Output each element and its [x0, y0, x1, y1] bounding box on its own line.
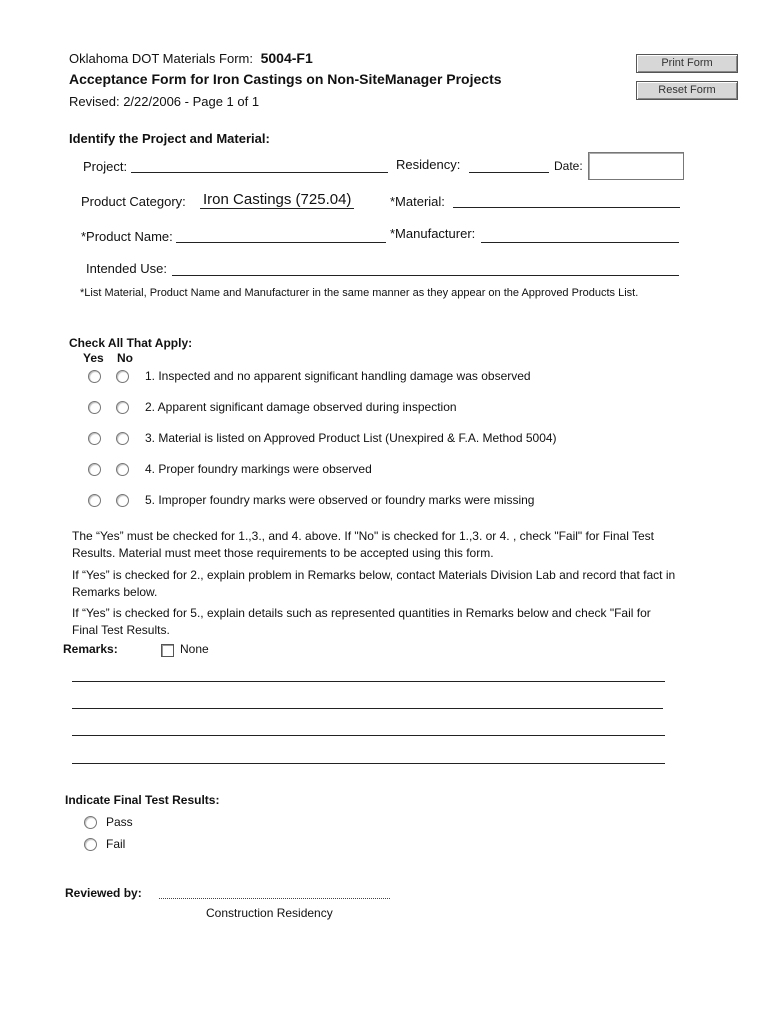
- item3-no-radio[interactable]: [116, 432, 129, 445]
- remarks-line-1[interactable]: [72, 681, 665, 682]
- item1-yes-radio[interactable]: [88, 370, 101, 383]
- item1-no-radio[interactable]: [116, 370, 129, 383]
- product-name-field[interactable]: [176, 242, 386, 243]
- item5-no-radio[interactable]: [116, 494, 129, 507]
- item4-no-radio[interactable]: [116, 463, 129, 476]
- remarks-line-2[interactable]: [72, 708, 663, 709]
- check-item-3: 3. Material is listed on Approved Product List (Unexpired & F.A. Method 5004): [145, 431, 557, 445]
- remarks-none-checkbox[interactable]: [161, 644, 174, 657]
- form-number: 5004-F1: [260, 50, 313, 66]
- reviewed-by-label: Reviewed by:: [65, 886, 142, 900]
- print-form-button[interactable]: Print Form: [636, 54, 738, 73]
- product-list-note: *List Material, Product Name and Manufacturer in the same manner as they appear on the Approved Products List.: [80, 287, 639, 299]
- instruction-paragraph-1: The “Yes” must be checked for 1.,3., and 4. above. If "No" is checked for 1.,3. or 4. , check "Fail" for Final Test Results. Material must meet those requirements to be accepted using this form.: [72, 529, 654, 560]
- check-item-1: 1. Inspected and no apparent significant handling damage was observed: [145, 369, 531, 383]
- remarks-line-4[interactable]: [72, 763, 665, 764]
- item3-yes-radio[interactable]: [88, 432, 101, 445]
- date-label: Date:: [554, 159, 583, 173]
- form-header: [69, 50, 313, 66]
- project-field[interactable]: [131, 172, 388, 173]
- reviewed-by-caption: Construction Residency: [206, 906, 333, 920]
- item2-no-radio[interactable]: [116, 401, 129, 414]
- remarks-label: Remarks:: [63, 642, 118, 656]
- category-value: Iron Castings (725.04): [203, 191, 352, 208]
- project-label: Project:: [83, 159, 128, 174]
- material-field[interactable]: [453, 207, 680, 208]
- results-heading: Indicate Final Test Results:: [65, 793, 220, 807]
- category-label: Product Category:: [81, 194, 186, 209]
- item5-yes-radio[interactable]: [88, 494, 101, 507]
- checks-heading: Check All That Apply:: [69, 336, 193, 350]
- reviewed-by-field[interactable]: [159, 898, 390, 899]
- remarks-none-label: None: [180, 642, 209, 656]
- pass-radio[interactable]: [84, 816, 97, 829]
- revised-date: Revised: 2/22/2006 - Page 1 of 1: [69, 94, 260, 109]
- yes-column-label: Yes: [83, 351, 104, 365]
- item4-yes-radio[interactable]: [88, 463, 101, 476]
- page-title: Acceptance Form for Iron Castings on Non-SiteManager Projects: [69, 71, 502, 87]
- manufacturer-field[interactable]: [481, 242, 679, 243]
- remarks-line-3[interactable]: [72, 735, 665, 736]
- reset-form-button[interactable]: Reset Form: [636, 81, 738, 100]
- check-item-2: 2. Apparent significant damage observed during inspection: [145, 400, 457, 414]
- form-prefix: Oklahoma DOT Materials Form:: [69, 51, 253, 66]
- date-field[interactable]: [588, 152, 684, 180]
- instruction-paragraph-2: If “Yes” is checked for 2., explain problem in Remarks below, contact Materials Division Lab and record that fact in Remarks below.: [72, 568, 676, 599]
- fail-label: Fail: [106, 837, 126, 851]
- intended-use-field[interactable]: [172, 275, 679, 276]
- pass-label: Pass: [106, 815, 133, 829]
- residency-label: Residency:: [396, 157, 461, 172]
- product-name-label: *Product Name:: [81, 229, 173, 244]
- manufacturer-label: *Manufacturer:: [390, 226, 476, 241]
- instruction-paragraph-3: If “Yes” is checked for 5., explain details such as represented quantities in Remarks below and check "Fail for Final Test Results.: [72, 606, 651, 637]
- category-underline: [200, 208, 354, 209]
- item2-yes-radio[interactable]: [88, 401, 101, 414]
- material-label: *Material:: [390, 194, 445, 209]
- residency-field[interactable]: [469, 172, 549, 173]
- fail-radio[interactable]: [84, 838, 97, 851]
- check-item-5: 5. Improper foundry marks were observed or foundry marks were missing: [145, 493, 535, 507]
- check-item-4: 4. Proper foundry markings were observed: [145, 462, 372, 476]
- identify-heading: Identify the Project and Material:: [69, 131, 270, 146]
- intended-use-label: Intended Use:: [86, 261, 167, 276]
- no-column-label: No: [117, 351, 133, 365]
